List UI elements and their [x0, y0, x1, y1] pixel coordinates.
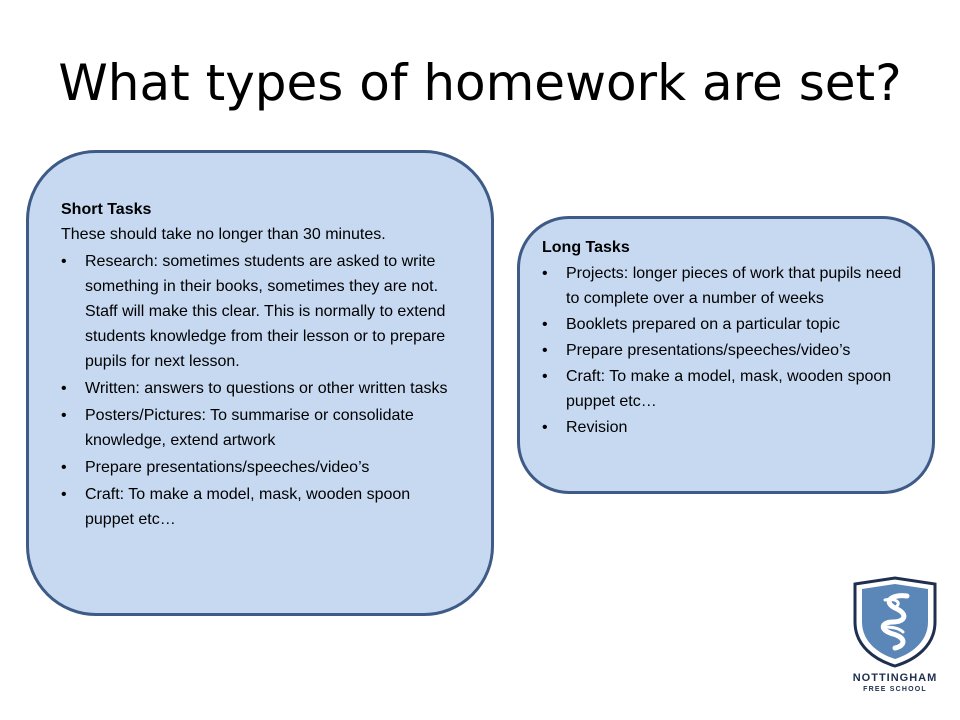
school-logo — [840, 576, 950, 696]
list-item: • Craft: To make a model, mask, wooden spoon puppet etc… — [542, 364, 910, 414]
list-item: • Prepare presentations/speeches/video’s — [542, 338, 910, 363]
short-tasks-list — [61, 249, 461, 532]
long-tasks-card — [517, 216, 935, 494]
list-item: • Posters/Pictures: To summarise or consolidate knowledge, extend artwork — [61, 403, 461, 453]
long-tasks-list — [542, 261, 910, 440]
logo-name: NOTTINGHAM — [852, 672, 938, 684]
list-item: • Craft: To make a model, mask, wooden spoon puppet etc… — [61, 482, 461, 532]
list-item: • Projects: longer pieces of work that pupils need to complete over a number of weeks — [542, 261, 910, 311]
short-tasks-intro: These should take no longer than 30 minutes. — [61, 226, 386, 243]
short-tasks-heading: Short Tasks — [61, 201, 152, 218]
slide-title: What types of homework are set? — [58, 54, 902, 112]
list-item: • Prepare presentations/speeches/video’s — [61, 455, 461, 480]
short-tasks-card — [26, 150, 494, 616]
list-item: • Booklets prepared on a particular topic — [542, 312, 910, 337]
list-item: • Revision — [542, 415, 910, 440]
list-item: • Written: answers to questions or other written tasks — [61, 376, 461, 401]
list-item: • Research: sometimes students are asked to write something in their books, sometimes they are not. Staff will make this clear. This is normally to extend students knowledge from their lesson or to prepare pupils for next lesson. — [61, 249, 461, 374]
logo-subtitle: FREE SCHOOL — [863, 686, 927, 693]
shield-icon — [853, 576, 937, 668]
long-tasks-heading: Long Tasks — [542, 239, 630, 256]
